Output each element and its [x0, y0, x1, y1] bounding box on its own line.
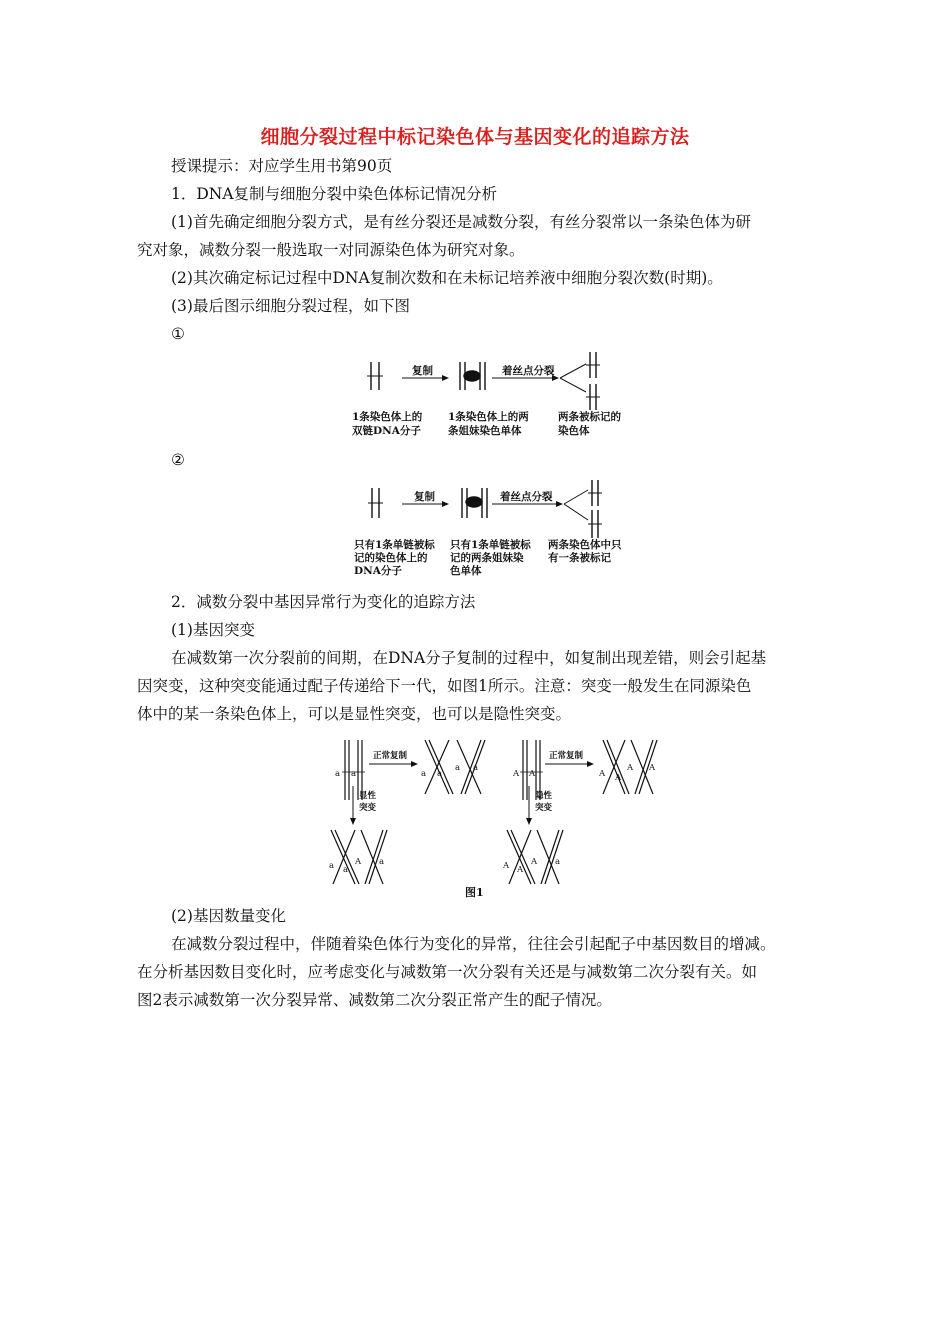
arrow-split-label: 着丝点分裂	[500, 491, 553, 503]
labeled-chromosome-icon	[586, 352, 600, 410]
labeled-chromosome-icon	[588, 480, 602, 538]
normal-copy-label: 正常复制	[549, 751, 584, 761]
gene-label-A: A	[599, 769, 606, 779]
gene-label-a: a	[343, 865, 349, 875]
sister-chromatids-icon	[462, 488, 487, 518]
fig1-label-1a: 1条染色体上的	[352, 411, 423, 423]
paragraph-1b: 究对象，减数分裂一般选取一对同源染色体为研究对象。	[137, 241, 525, 259]
fig2-label-3a: 两条染色体中只	[548, 539, 622, 551]
gene-label-A: A	[355, 857, 362, 867]
arrow-copy-label: 复制	[412, 365, 433, 377]
gene-label-a: a	[473, 763, 479, 773]
gene-label-A: A	[529, 769, 536, 779]
fig1-label-1b: 双链DNA分子	[352, 425, 421, 437]
gene-label-a: a	[329, 861, 335, 871]
fig2-label-2b: 记的两条姐妹染	[450, 552, 524, 564]
gene-label-A: A	[615, 773, 622, 783]
gene-label-a: a	[437, 769, 443, 779]
fig1-label-3a: 两条被标记的	[558, 411, 621, 423]
paragraph-g2a: 在减数分裂过程中，伴随着染色体行为变化的异常，往往会引起配子中基因数目的增减。	[171, 935, 776, 953]
gene-label-A: A	[531, 857, 538, 867]
fig1-label-2b: 条姐妹染色单体	[448, 425, 522, 437]
fig2-label-1a: 只有1条单链被标	[354, 539, 435, 551]
fig1-label-3b: 染色体	[558, 425, 590, 437]
gene-label-a: a	[335, 769, 341, 779]
fig2-label-1c: DNA分子	[354, 565, 402, 577]
case-2-marker: ②	[171, 451, 185, 469]
page-title: 细胞分裂过程中标记染色体与基因变化的追踪方法	[260, 126, 690, 148]
paragraph-2: (2)其次确定标记过程中DNA复制次数和在未标记培养液中细胞分裂次数(时期)。	[171, 269, 723, 287]
figure-case-1	[350, 352, 650, 444]
fig2-label-3b: 有一条被标记	[548, 552, 611, 564]
recessive-label-a: 隐性	[535, 791, 553, 801]
subheading-gene-number: (2)基因数量变化	[171, 907, 286, 925]
gene-label-a: a	[455, 763, 461, 773]
paragraph-g1c: 体中的某一条染色体上，可以是显性突变，也可以是隐性突变。	[137, 705, 572, 723]
gene-label-A: A	[627, 763, 634, 773]
gene-label-a: a	[555, 857, 561, 867]
fig2-label-1b: 记的染色体上的	[354, 552, 428, 564]
figure-1-gene-mutation	[325, 734, 665, 900]
paragraph-g2b: 在分析基因数目变化时，应考虑变化与减数第一次分裂有关还是与减数第二次分裂有关。如	[137, 963, 758, 981]
fig1-label-2a: 1条染色体上的两	[448, 411, 529, 423]
section-1-heading: 1．DNA复制与细胞分裂中染色体标记情况分析	[171, 185, 498, 203]
normal-copy-label: 正常复制	[373, 751, 408, 761]
arrow-split-label: 着丝点分裂	[502, 365, 555, 377]
chromosome-dna-icon	[368, 488, 383, 518]
paragraph-g1a: 在减数第一次分裂前的间期，在DNA分子复制的过程中，如复制出现差错，则会引起基	[171, 649, 767, 667]
lesson-hint: 授课提示：对应学生用书第90页	[171, 157, 393, 175]
arrow-copy-label: 复制	[414, 491, 435, 503]
fig2-label-2c: 色单体	[450, 565, 482, 577]
gene-label-A: A	[503, 861, 510, 871]
gene-label-A: A	[513, 769, 520, 779]
recessive-label-b: 突变	[535, 803, 553, 813]
paragraph-1a: (1)首先确定细胞分裂方式，是有丝分裂还是减数分裂，有丝分裂常以一条染色体为研	[171, 213, 751, 231]
fig2-label-2a: 只有1条单链被标	[450, 539, 531, 551]
gene-label-A: A	[649, 763, 656, 773]
paragraph-g2c: 图2表示减数第一次分裂异常、减数第二次分裂正常产生的配子情况。	[137, 991, 612, 1009]
gene-label-a: a	[421, 769, 427, 779]
sister-chromatids-icon	[460, 362, 485, 390]
figure-1-caption: 图1	[465, 886, 484, 899]
dominant-label-a: 显性	[359, 791, 377, 801]
gene-label-A: A	[517, 865, 524, 875]
case-1-marker: ①	[171, 325, 185, 343]
gene-label-a: a	[351, 769, 357, 779]
chromosome-dna-icon	[367, 362, 383, 390]
paragraph-3: (3)最后图示细胞分裂过程，如下图	[171, 297, 410, 315]
gene-label-a: a	[379, 857, 385, 867]
paragraph-g1b: 因突变，这种突变能通过配子传递给下一代，如图1所示。注意：突变一般发生在同源染色	[137, 677, 752, 695]
dominant-label-b: 突变	[359, 803, 377, 813]
figure-case-2	[350, 480, 650, 582]
subheading-gene-mutation: (1)基因突变	[171, 621, 255, 639]
section-2-heading: 2．减数分裂中基因异常行为变化的追踪方法	[171, 593, 476, 611]
